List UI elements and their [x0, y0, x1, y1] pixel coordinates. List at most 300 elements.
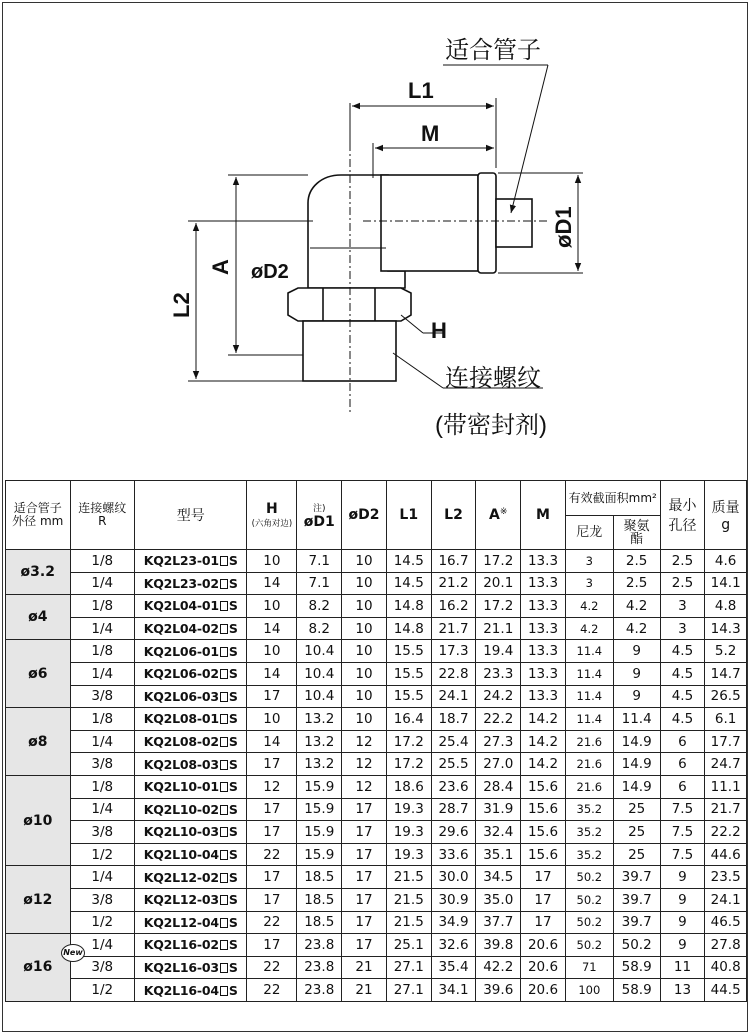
col-mass: 质量 g	[705, 481, 747, 550]
nylon-cell: 100	[565, 979, 613, 1002]
L1-cell: 19.3	[386, 843, 431, 866]
A-cell: 20.1	[476, 572, 521, 595]
option-box	[220, 827, 228, 837]
L2-cell: 35.4	[431, 956, 476, 979]
R-cell: 1/2	[70, 911, 135, 934]
model-cell: KQ2L12-02 S	[135, 866, 247, 889]
bore-cell: 4.5	[660, 640, 705, 663]
model-cell: KQ2L06-03 S	[135, 685, 247, 708]
mass-cell: 24.7	[705, 753, 747, 776]
H-cell: 17	[247, 888, 297, 911]
D2-cell: 21	[342, 956, 387, 979]
tube-label: 适合管子	[445, 37, 541, 64]
model-cell: KQ2L08-01 S	[135, 708, 247, 731]
urethane-cell: 14.9	[613, 775, 660, 798]
table-row	[6, 911, 747, 934]
L2-cell: 33.6	[431, 843, 476, 866]
L1-cell: 27.1	[386, 979, 431, 1002]
model-cell: KQ2L10-02 S	[135, 798, 247, 821]
urethane-cell: 14.9	[613, 730, 660, 753]
L2-cell: 21.7	[431, 617, 476, 640]
D1-cell: 10.4	[297, 685, 342, 708]
bore-cell: 9	[660, 888, 705, 911]
H-cell: 14	[247, 572, 297, 595]
D1-cell: 23.8	[297, 934, 342, 957]
D2-cell: 17	[342, 911, 387, 934]
col-thread: 连接螺纹 R	[70, 481, 135, 550]
A-cell: 42.2	[476, 956, 521, 979]
mass-cell: 26.5	[705, 685, 747, 708]
urethane-cell: 58.9	[613, 979, 660, 1002]
model-cell: KQ2L04-02 S	[135, 617, 247, 640]
urethane-cell: 9	[613, 685, 660, 708]
spec-table	[5, 480, 747, 1002]
M-label: M	[421, 121, 440, 146]
D1-cell: 23.8	[297, 956, 342, 979]
H-cell: 22	[247, 911, 297, 934]
urethane-cell: 14.9	[613, 753, 660, 776]
urethane-cell: 58.9	[613, 956, 660, 979]
table-row	[6, 775, 747, 798]
mass-cell: 4.6	[705, 550, 747, 573]
A-cell: 28.4	[476, 775, 521, 798]
urethane-cell: 9	[613, 662, 660, 685]
bore-cell: 9	[660, 866, 705, 889]
H-cell: 22	[247, 979, 297, 1002]
D2-cell: 10	[342, 617, 387, 640]
bore-cell: 4.5	[660, 708, 705, 731]
L1-cell: 14.5	[386, 572, 431, 595]
H-cell: 22	[247, 843, 297, 866]
table-row	[6, 956, 747, 979]
option-box	[220, 873, 228, 883]
D1-cell: 8.2	[297, 595, 342, 618]
D2-cell: 10	[342, 550, 387, 573]
nylon-cell: 3	[565, 572, 613, 595]
nylon-cell: 35.2	[565, 821, 613, 844]
col-M: M	[521, 481, 566, 550]
H-cell: 14	[247, 662, 297, 685]
L2-cell: 25.4	[431, 730, 476, 753]
R-cell: 1/8	[70, 708, 135, 731]
L2-cell: 34.1	[431, 979, 476, 1002]
nylon-cell: 35.2	[565, 798, 613, 821]
M-cell: 14.2	[521, 708, 566, 731]
A-cell: 39.6	[476, 979, 521, 1002]
nylon-cell: 50.2	[565, 888, 613, 911]
D2-cell: 10	[342, 572, 387, 595]
R-cell: 1/2	[70, 843, 135, 866]
D1-cell: 18.5	[297, 911, 342, 934]
M-cell: 15.6	[521, 798, 566, 821]
L2-cell: 29.6	[431, 821, 476, 844]
nylon-cell: 21.6	[565, 730, 613, 753]
R-cell: 3/8	[70, 821, 135, 844]
option-box	[220, 692, 228, 702]
bore-cell: 2.5	[660, 572, 705, 595]
L1-cell: 15.5	[386, 662, 431, 685]
mass-cell: 46.5	[705, 911, 747, 934]
L1-cell: 14.5	[386, 550, 431, 573]
L2-cell: 32.6	[431, 934, 476, 957]
D1-cell: 13.2	[297, 730, 342, 753]
D2-cell: 10	[342, 595, 387, 618]
model-cell: KQ2L06-01 S	[135, 640, 247, 663]
bore-cell: 4.5	[660, 685, 705, 708]
tube-od-cell: ø16	[6, 934, 71, 1002]
A-cell: 31.9	[476, 798, 521, 821]
table-row	[6, 866, 747, 889]
M-cell: 17	[521, 888, 566, 911]
L1-cell: 17.2	[386, 753, 431, 776]
R-cell: 1/4	[70, 572, 135, 595]
L1-cell: 16.4	[386, 708, 431, 731]
A-cell: 24.2	[476, 685, 521, 708]
L1-cell: 14.8	[386, 617, 431, 640]
D2-cell: 17	[342, 843, 387, 866]
A-cell: 17.2	[476, 550, 521, 573]
mass-cell: 24.1	[705, 888, 747, 911]
option-box	[220, 850, 228, 860]
H-cell: 10	[247, 708, 297, 731]
bore-cell: 3	[660, 617, 705, 640]
H-cell: 10	[247, 550, 297, 573]
col-nylon: 尼龙	[565, 516, 613, 550]
mass-cell: 44.6	[705, 843, 747, 866]
fitting-outline	[288, 173, 532, 381]
col-D2: øD2	[342, 481, 387, 550]
table-row	[6, 617, 747, 640]
L2-label: L2	[169, 292, 194, 318]
D1-cell: 7.1	[297, 572, 342, 595]
D2-cell: 10	[342, 708, 387, 731]
D2-cell: 12	[342, 730, 387, 753]
L1-cell: 19.3	[386, 798, 431, 821]
R-cell: 1/4	[70, 662, 135, 685]
D2-label: øD2	[251, 261, 289, 283]
A-cell: 27.0	[476, 753, 521, 776]
D1-cell: 23.8	[297, 979, 342, 1002]
tube-od-cell: ø12	[6, 866, 71, 934]
mass-cell: 23.5	[705, 866, 747, 889]
urethane-cell: 39.7	[613, 888, 660, 911]
model-cell: KQ2L23-02 S	[135, 572, 247, 595]
mass-cell: 5.2	[705, 640, 747, 663]
option-box	[220, 624, 228, 634]
mass-cell: 21.7	[705, 798, 747, 821]
nylon-cell: 71	[565, 956, 613, 979]
R-cell: 1/8	[70, 640, 135, 663]
L2-cell: 18.7	[431, 708, 476, 731]
table-row	[6, 572, 747, 595]
H-cell: 17	[247, 866, 297, 889]
L2-cell: 24.1	[431, 685, 476, 708]
col-H: H (六角对边)	[247, 481, 297, 550]
urethane-cell: 39.7	[613, 911, 660, 934]
D2-cell: 10	[342, 662, 387, 685]
option-box	[220, 760, 228, 770]
mass-cell: 6.1	[705, 708, 747, 731]
D2-cell: 10	[342, 640, 387, 663]
D1-cell: 13.2	[297, 753, 342, 776]
urethane-cell: 4.2	[613, 595, 660, 618]
L1-cell: 17.2	[386, 730, 431, 753]
table-row	[6, 798, 747, 821]
R-cell: 3/8	[70, 888, 135, 911]
urethane-cell: 39.7	[613, 866, 660, 889]
L2-cell: 22.8	[431, 662, 476, 685]
urethane-cell: 2.5	[613, 550, 660, 573]
H-cell: 17	[247, 685, 297, 708]
spec-table-body	[6, 550, 747, 1002]
bore-cell: 13	[660, 979, 705, 1002]
tube-od-cell: ø4	[6, 595, 71, 640]
model-cell: KQ2L12-03 S	[135, 888, 247, 911]
A-cell: 19.4	[476, 640, 521, 663]
option-box	[220, 579, 228, 589]
option-box	[220, 918, 228, 928]
M-cell: 15.6	[521, 843, 566, 866]
col-min-bore: 最小 孔径	[660, 481, 705, 550]
col-L2: L2	[431, 481, 476, 550]
M-cell: 17	[521, 866, 566, 889]
nylon-cell: 21.6	[565, 753, 613, 776]
L1-cell: 14.8	[386, 595, 431, 618]
L2-cell: 21.2	[431, 572, 476, 595]
table-row	[6, 662, 747, 685]
nylon-cell: 21.6	[565, 775, 613, 798]
model-cell: KQ2L10-04 S	[135, 843, 247, 866]
bore-cell: 6	[660, 730, 705, 753]
tube-od-cell: ø8	[6, 708, 71, 776]
L1-cell: 21.5	[386, 888, 431, 911]
M-cell: 13.3	[521, 572, 566, 595]
D1-cell: 15.9	[297, 843, 342, 866]
D1-cell: 10.4	[297, 640, 342, 663]
model-cell: KQ2L23-01 S	[135, 550, 247, 573]
model-cell: KQ2L08-03 S	[135, 753, 247, 776]
L2-cell: 28.7	[431, 798, 476, 821]
nylon-cell: 35.2	[565, 843, 613, 866]
A-cell: 21.1	[476, 617, 521, 640]
bore-cell: 4.5	[660, 662, 705, 685]
option-box	[220, 647, 228, 657]
H-cell: 10	[247, 640, 297, 663]
M-cell: 13.3	[521, 685, 566, 708]
table-row	[6, 979, 747, 1002]
mass-cell: 17.7	[705, 730, 747, 753]
H-cell: 22	[247, 956, 297, 979]
L1-cell: 18.6	[386, 775, 431, 798]
M-cell: 20.6	[521, 956, 566, 979]
model-cell: KQ2L16-04 S	[135, 979, 247, 1002]
D2-cell: 17	[342, 866, 387, 889]
R-cell: 1/4	[70, 798, 135, 821]
M-cell: 14.2	[521, 753, 566, 776]
model-cell: KQ2L10-01 S	[135, 775, 247, 798]
D1-cell: 8.2	[297, 617, 342, 640]
col-L1: L1	[386, 481, 431, 550]
H-cell: 14	[247, 617, 297, 640]
mass-cell: 40.8	[705, 956, 747, 979]
D1-cell: 15.9	[297, 798, 342, 821]
table-row	[6, 685, 747, 708]
urethane-cell: 2.5	[613, 572, 660, 595]
table-row	[6, 888, 747, 911]
mass-cell: 14.1	[705, 572, 747, 595]
A-cell: 34.5	[476, 866, 521, 889]
L1-cell: 21.5	[386, 866, 431, 889]
L1-cell: 25.1	[386, 934, 431, 957]
L1-cell: 19.3	[386, 821, 431, 844]
H-cell: 17	[247, 821, 297, 844]
thread-label: 连接螺纹	[445, 365, 541, 392]
nylon-cell: 3	[565, 550, 613, 573]
D1-cell: 7.1	[297, 550, 342, 573]
A-cell: 39.8	[476, 934, 521, 957]
option-box	[220, 805, 228, 815]
D2-cell: 17	[342, 821, 387, 844]
L2-cell: 30.9	[431, 888, 476, 911]
M-cell: 13.3	[521, 550, 566, 573]
bore-cell: 2.5	[660, 550, 705, 573]
table-row	[6, 934, 747, 957]
R-cell: 1/4	[70, 617, 135, 640]
mass-cell: 44.5	[705, 979, 747, 1002]
M-cell: 13.3	[521, 662, 566, 685]
R-cell: 1/8	[70, 550, 135, 573]
tube-od-cell: ø3.2	[6, 550, 71, 595]
R-cell: 1/4	[70, 934, 135, 957]
col-model: 型号	[135, 481, 247, 550]
col-effective-area: 有效截面积mm²	[565, 481, 660, 516]
tube-od-cell: ø6	[6, 640, 71, 708]
table-row	[6, 821, 747, 844]
model-cell: KQ2L04-01 S	[135, 595, 247, 618]
A-cell: 23.3	[476, 662, 521, 685]
D2-cell: 12	[342, 753, 387, 776]
bore-cell: 9	[660, 911, 705, 934]
R-cell: 3/8	[70, 753, 135, 776]
urethane-cell: 50.2	[613, 934, 660, 957]
D1-cell: 13.2	[297, 708, 342, 731]
option-box	[220, 737, 228, 747]
M-cell: 13.3	[521, 617, 566, 640]
H-cell: 17	[247, 934, 297, 957]
bore-cell: 3	[660, 595, 705, 618]
model-cell: KQ2L16-02 S	[135, 934, 247, 957]
M-cell: 13.3	[521, 595, 566, 618]
H-cell: 17	[247, 753, 297, 776]
col-D1: 注) øD1	[297, 481, 342, 550]
H-cell: 12	[247, 775, 297, 798]
new-badge: New	[61, 944, 85, 962]
A-cell: 22.2	[476, 708, 521, 731]
M-cell: 13.3	[521, 640, 566, 663]
col-A: A※	[476, 481, 521, 550]
urethane-cell: 25	[613, 798, 660, 821]
nylon-cell: 4.2	[565, 595, 613, 618]
R-cell: 3/8	[70, 685, 135, 708]
urethane-cell: 11.4	[613, 708, 660, 731]
A-cell: 35.1	[476, 843, 521, 866]
nylon-cell: 11.4	[565, 685, 613, 708]
D1-label: øD1	[551, 206, 576, 248]
table-row	[6, 730, 747, 753]
bore-cell: 9	[660, 934, 705, 957]
option-box	[220, 986, 228, 996]
R-cell: 1/8	[70, 775, 135, 798]
urethane-cell: 9	[613, 640, 660, 663]
model-cell: KQ2L16-03 S	[135, 956, 247, 979]
urethane-cell: 4.2	[613, 617, 660, 640]
M-cell: 20.6	[521, 934, 566, 957]
M-cell: 20.6	[521, 979, 566, 1002]
table-row	[6, 753, 747, 776]
D2-cell: 12	[342, 775, 387, 798]
R-cell: 3/8	[70, 956, 135, 979]
D1-cell: 18.5	[297, 888, 342, 911]
nylon-cell: 50.2	[565, 866, 613, 889]
bore-cell: 11	[660, 956, 705, 979]
option-box	[220, 940, 228, 950]
nylon-cell: 50.2	[565, 934, 613, 957]
L2-cell: 16.2	[431, 595, 476, 618]
L2-cell: 17.3	[431, 640, 476, 663]
M-cell: 15.6	[521, 775, 566, 798]
A-cell: 35.0	[476, 888, 521, 911]
M-cell: 17	[521, 911, 566, 934]
D2-cell: 17	[342, 888, 387, 911]
H-label: H	[431, 318, 447, 343]
table-row	[6, 550, 747, 573]
bore-cell: 6	[660, 775, 705, 798]
tube-od-cell: ø10	[6, 775, 71, 865]
col-urethane: 聚氨 酯	[613, 516, 660, 550]
nylon-cell: 50.2	[565, 911, 613, 934]
D2-cell: 17	[342, 934, 387, 957]
H-cell: 17	[247, 798, 297, 821]
mass-cell: 22.2	[705, 821, 747, 844]
nylon-cell: 4.2	[565, 617, 613, 640]
option-box	[220, 556, 228, 566]
mass-cell: 27.8	[705, 934, 747, 957]
mass-cell: 11.1	[705, 775, 747, 798]
L2-cell: 34.9	[431, 911, 476, 934]
L1-cell: 21.5	[386, 911, 431, 934]
mass-cell: 14.7	[705, 662, 747, 685]
L1-cell: 15.5	[386, 640, 431, 663]
D1-cell: 18.5	[297, 866, 342, 889]
table-header-row	[6, 481, 747, 516]
urethane-cell: 25	[613, 843, 660, 866]
bore-cell: 7.5	[660, 798, 705, 821]
option-box	[220, 963, 228, 973]
bore-cell: 7.5	[660, 843, 705, 866]
M-cell: 14.2	[521, 730, 566, 753]
A-cell: 17.2	[476, 595, 521, 618]
D1-cell: 10.4	[297, 662, 342, 685]
bore-cell: 6	[660, 753, 705, 776]
option-box	[220, 601, 228, 611]
R-cell: 1/4	[70, 730, 135, 753]
R-cell: 1/2	[70, 979, 135, 1002]
D1-cell: 15.9	[297, 775, 342, 798]
mass-cell: 4.8	[705, 595, 747, 618]
D2-cell: 10	[342, 685, 387, 708]
L2-cell: 25.5	[431, 753, 476, 776]
option-box	[220, 714, 228, 724]
